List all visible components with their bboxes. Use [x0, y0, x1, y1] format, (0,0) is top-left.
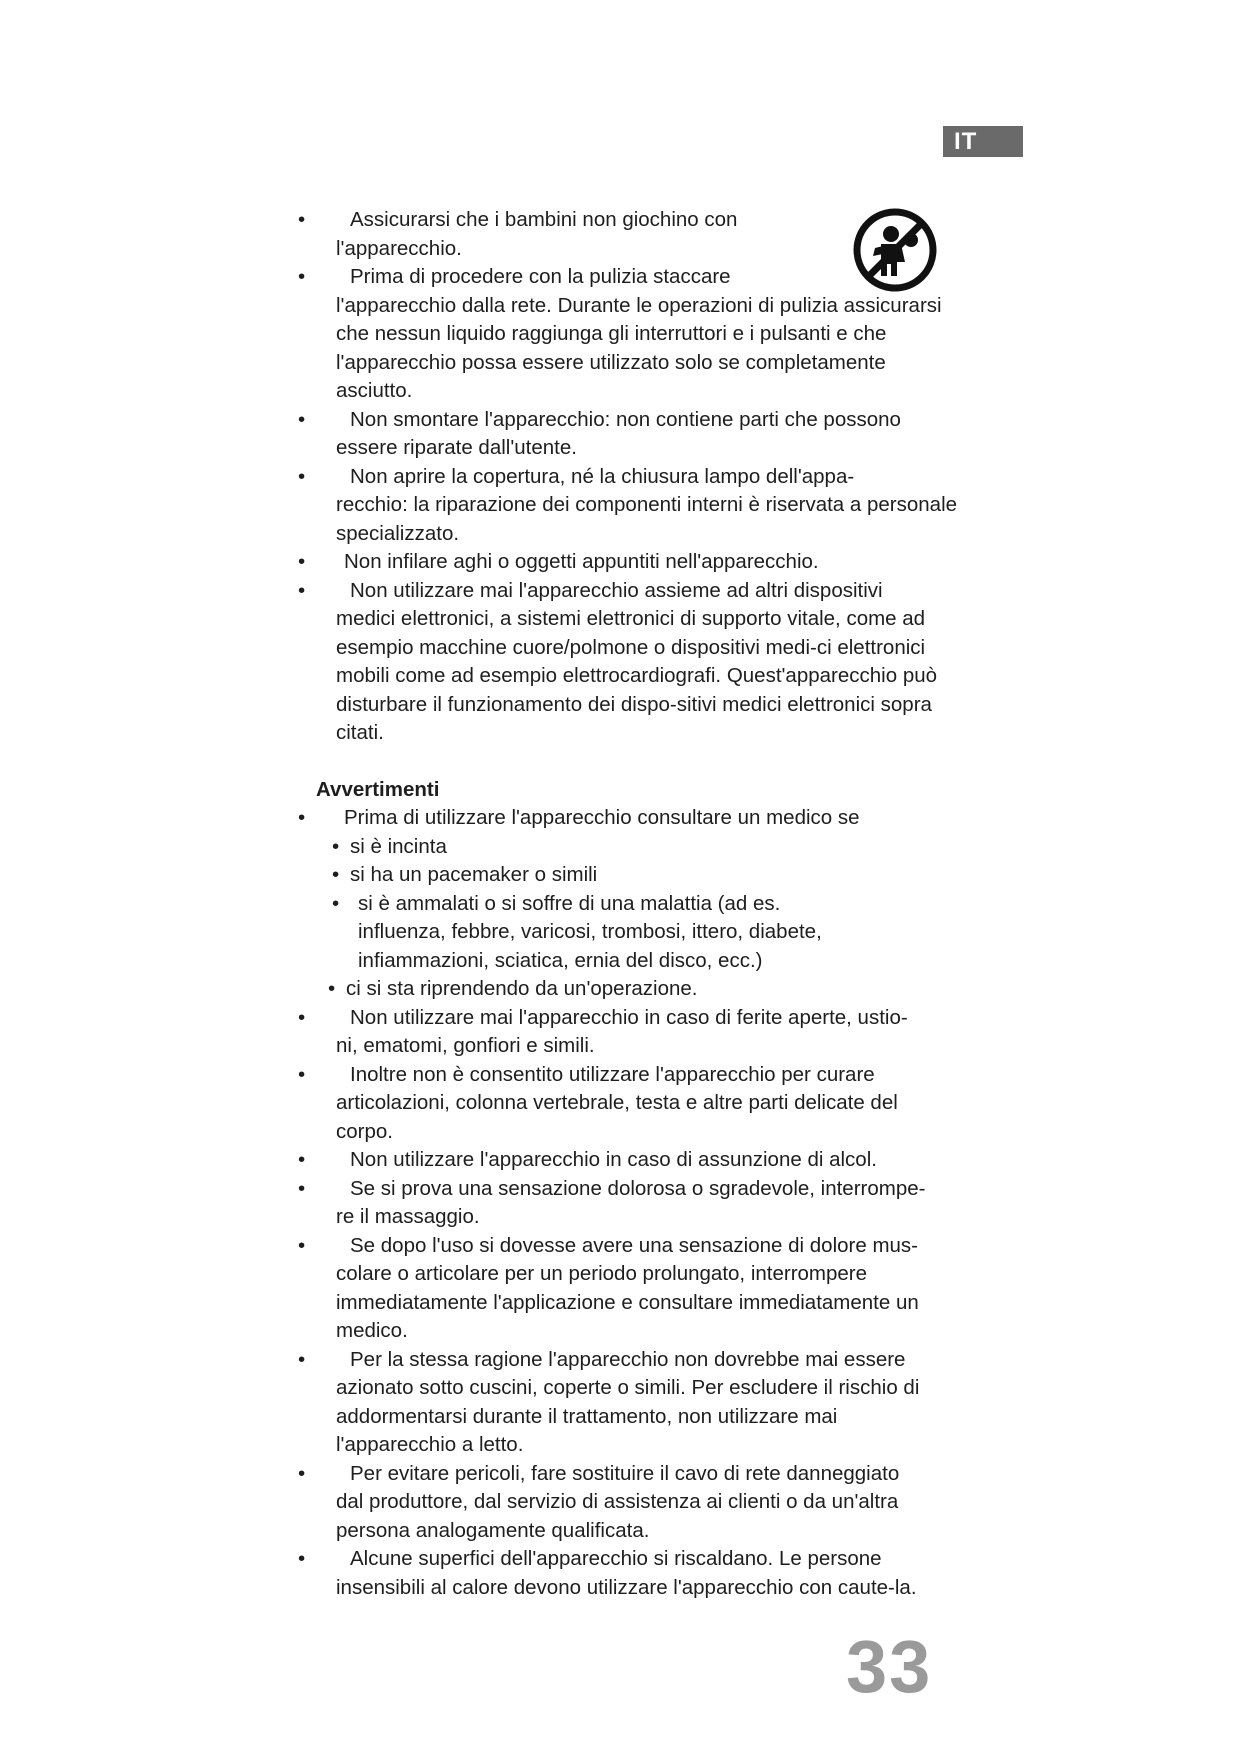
bullet: •: [298, 806, 306, 829]
item-first-line: Alcune superfici dell'apparecchio si riscaldano. Le persone: [350, 1547, 882, 1570]
item-first-line: Inoltre non è consentito utilizzare l'apparecchio per curare: [350, 1062, 875, 1086]
item-text: azionato sotto cuscini, coperte o simili. Per escludere il rischio di addormentarsi durante il trattamento, non utilizzare mai l'apparecchio a letto.: [336, 1376, 920, 1456]
item-text: essere riparate dall'utente.: [336, 436, 577, 459]
item-first-line: Non aprire la copertura, né la chiusura lampo dell'appa-: [350, 464, 855, 488]
list-item: [298, 1232, 958, 1346]
item-first-line: Non smontare l'apparecchio: non contiene parti che possono: [350, 407, 901, 431]
list-item: [298, 1460, 958, 1546]
bullet: •: [298, 1347, 306, 1371]
language-tab: IT: [943, 126, 1023, 157]
bullet: •: [298, 407, 306, 431]
warnings-heading: Avvertimenti: [316, 777, 440, 801]
item-first-line: Assicurarsi che i bambini non giochino con: [350, 208, 738, 231]
list-item: [298, 1004, 958, 1061]
item-text: recchio: la riparazione dei componenti interni è riservata a personale specializzato.: [336, 493, 958, 545]
item-first-line: Non infilare aghi o oggetti appuntiti nell'apparecchio.: [344, 550, 819, 573]
item-text: colare o articolare per un periodo prolungato, interrompere immediatamente l'applicazione e consultare immediatamente un medico.: [336, 1262, 919, 1342]
item-text: articolazioni, colonna vertebrale, testa e altre parti delicate del corpo.: [336, 1091, 898, 1143]
item-text: medici elettronici, a sistemi elettronici di supporto vitale, come ad esempio macchine cuore/polmone o dispositivi medi-ci elettronici mobili come ad esempio elettrocardiografi. Quest'apparecchio può disturbare il funzionamento dei dispo-sitivi medici elettronici sopra citati.: [336, 607, 938, 744]
sub-list-item: • ci si sta riprendendo da un'operazione.: [298, 975, 958, 1004]
list-item: [298, 1175, 958, 1232]
item-first-line: Se dopo l'uso si dovesse avere una sensazione di dolore mus-: [350, 1233, 919, 1257]
item-first-line: Per la stessa ragione l'apparecchio non dovrebbe mai essere: [350, 1347, 906, 1371]
bullet: •: [298, 265, 306, 288]
item-first-line: Prima di procedere con la pulizia staccare: [350, 265, 731, 288]
bullet: •: [298, 1547, 306, 1570]
list-item: [298, 1346, 958, 1460]
list-item: [298, 406, 958, 463]
bullet: •: [298, 1062, 306, 1086]
bullet: •: [332, 863, 340, 886]
bullet: •: [298, 578, 306, 602]
item-first-line: Prima di utilizzare l'apparecchio consultare un medico se: [344, 806, 860, 829]
bullet: •: [298, 1176, 306, 1200]
item-text: l'apparecchio dalla rete. Durante le operazioni di pulizia assicurarsi che nessun liquido raggiunga gli interruttori e i pulsanti e che l'apparecchio possa essere utilizzato solo se completamente asciutto.: [336, 293, 942, 402]
item-first-line: Non utilizzare mai l'apparecchio assieme ad altri dispositivi: [350, 578, 883, 602]
list-item: [298, 1061, 958, 1147]
instructions-text: [298, 206, 958, 1602]
bullet: •: [332, 834, 340, 858]
bullet: •: [328, 977, 336, 1000]
bullet: •: [332, 891, 340, 915]
list-item: [298, 1545, 958, 1602]
bullet: •: [298, 1233, 306, 1257]
bullet: •: [298, 208, 306, 231]
bullet: •: [298, 464, 306, 488]
bullet: •: [298, 1461, 306, 1485]
item-first-line: Se si prova una sensazione dolorosa o sgradevole, interrompe-: [350, 1176, 926, 1200]
item-text: insensibili al calore devono utilizzare l'apparecchio con caute-la.: [336, 1575, 917, 1599]
item-first-line: Non utilizzare mai l'apparecchio in caso di ferite aperte, ustio-: [350, 1005, 908, 1029]
sub-list-item: • si ha un pacemaker o simili: [298, 861, 958, 890]
item-text: ni, ematomi, gonfiori e simili.: [336, 1034, 595, 1057]
list-item: [298, 804, 958, 833]
item-text: re il massaggio.: [336, 1205, 480, 1228]
list-item: [298, 263, 958, 406]
item-text: dal produttore, dal servizio di assistenza ai clienti o da un'altra persona analogamente qualificata.: [336, 1490, 899, 1542]
item-text: l'apparecchio.: [336, 236, 462, 260]
list-item: [298, 577, 958, 748]
sub-list-item: • si è ammalati o si soffre di una malattia (ad es. influenza, febbre, varicosi, trombosi, ittero, diabete, infiammazioni, sciatica, ernia del disco, ecc.): [332, 891, 822, 972]
item-first-line: Non utilizzare l'apparecchio in caso di assunzione di alcol.: [350, 1148, 877, 1171]
page-number: 33: [846, 1625, 933, 1708]
item-first-line: Per evitare pericoli, fare sostituire il cavo di rete danneggiato: [350, 1461, 900, 1485]
bullet: •: [298, 1005, 306, 1029]
bullet: •: [298, 550, 306, 573]
list-item: [298, 548, 958, 577]
list-item: [298, 206, 958, 263]
bullet: •: [298, 1148, 306, 1171]
list-item: [298, 1146, 958, 1175]
sub-list-item: • si è incinta: [298, 833, 958, 862]
list-item: [298, 463, 958, 549]
